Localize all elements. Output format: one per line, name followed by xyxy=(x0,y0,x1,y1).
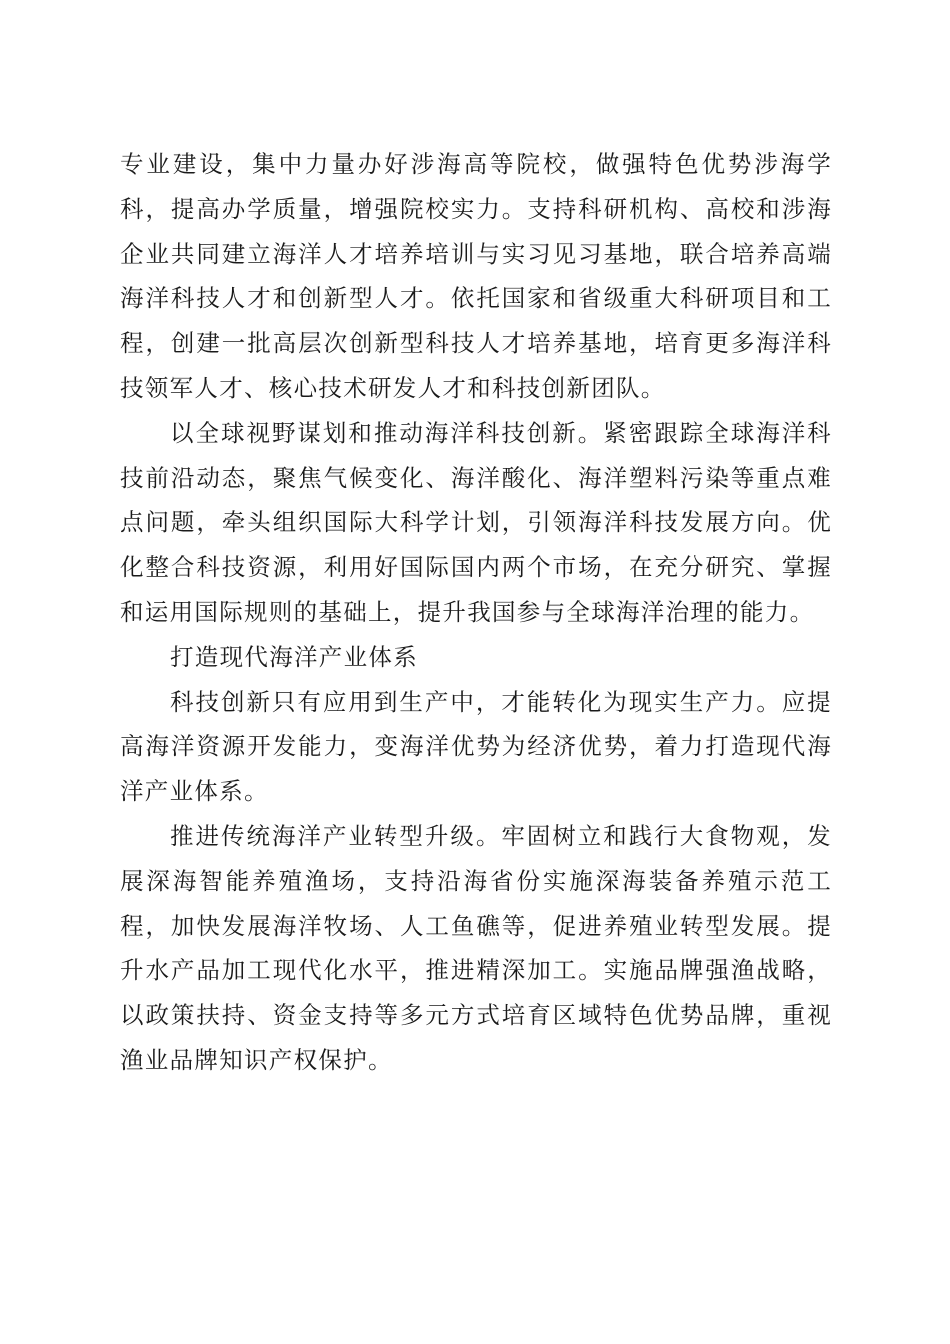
paragraph-industry-system: 科技创新只有应用到生产中，才能转化为现实生产力。应提高海洋资源开发能力，变海洋优势为经济优势，着力打造现代海洋产业体系。 xyxy=(120,687,832,806)
paragraph-traditional-industry: 推进传统海洋产业转型升级。牢固树立和践行大食物观，发展深海智能养殖渔场，支持沿海省份实施深海装备养殖示范工程，加快发展海洋牧场、人工鱼礁等，促进养殖业转型发展。提升水产品加工现代化水平，推进精深加工。实施品牌强渔战略，以政策扶持、资金支持等多元方式培育区域特色优势品牌，重视渔业品牌知识产权保护。 xyxy=(120,821,832,1074)
section-heading: 打造现代海洋产业体系 xyxy=(170,642,418,671)
paragraph-global-innovation: 以全球视野谋划和推动海洋科技创新。紧密跟踪全球海洋科技前沿动态，聚焦气候变化、海洋酸化、海洋塑料污染等重点难点问题，牵头组织国际大科学计划，引领海洋科技发展方向。优化整合科技资源，利用好国际国内两个市场，在充分研究、掌握和运用国际规则的基础上，提升我国参与全球海洋治理的能力。 xyxy=(120,418,832,626)
document-body xyxy=(120,142,832,1083)
paragraph-talent-cultivation: 专业建设，集中力量办好涉海高等院校，做强特色优势涉海学科，提高办学质量，增强院校实力。支持科研机构、高校和涉海企业共同建立海洋人才培养培训与实习见习基地，联合培养高端海洋科技人才和创新型人才。依托国家和省级重大科研项目和工程，创建一批高层次创新型科技人才培养基地，培育更多海洋科技领军人才、核心技术研发人才和科技创新团队。 xyxy=(120,150,832,402)
